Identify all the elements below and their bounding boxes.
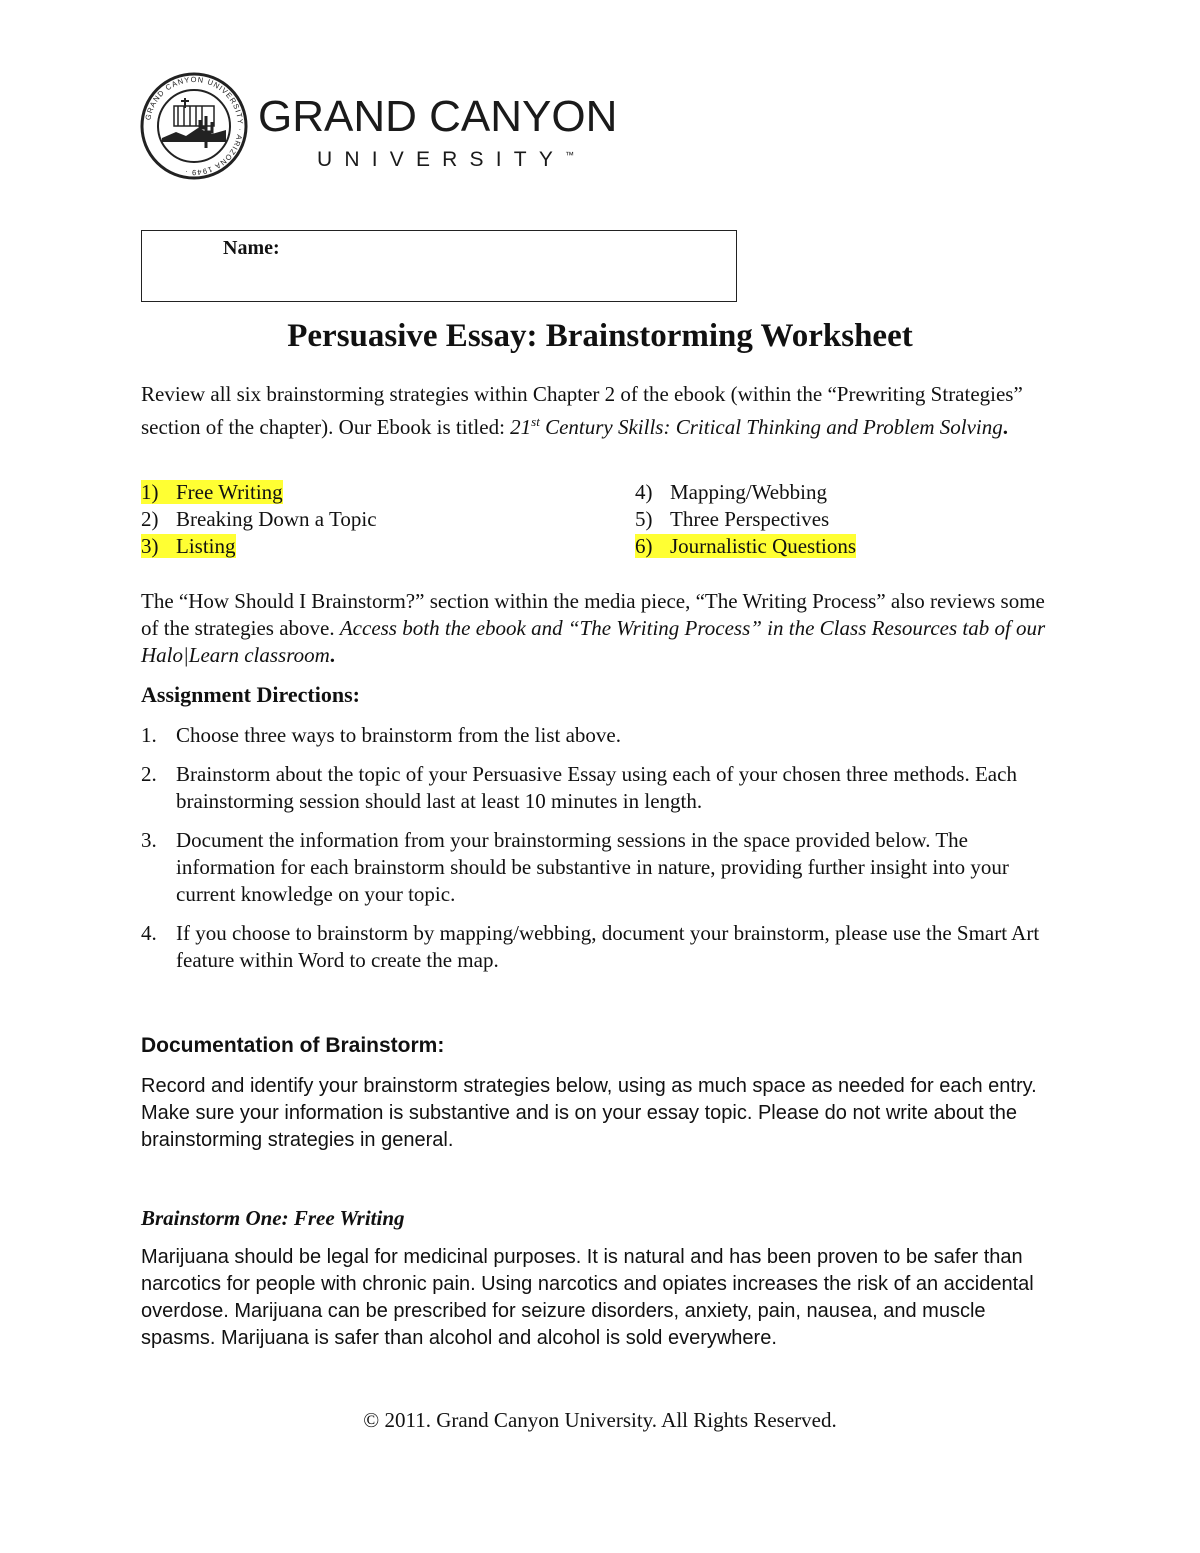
name-label: Name: [223, 237, 280, 259]
trademark-symbol: ™ [565, 150, 575, 160]
media-note-italic: Access both the ebook and “The Writing Process” in the Class Resources tab of our Halo|Learn classroom [141, 616, 1046, 667]
documentation-paragraph: Record and identify your brainstorm strategies below, using as much space as needed for each entry. Make sure your information is substantive and is on your essay topic. Please do not write about the brainstorming strategies in general. [141, 1075, 1037, 1151]
strategy-item: 6) Journalistic Questions [635, 534, 857, 558]
logo-wordmark-line2: UNIVERSITY™ [317, 148, 575, 171]
ebook-title: 21st Century Skills: Critical Thinking and Problem Solving [510, 414, 1003, 439]
brainstorm-one-heading: Brainstorm One: Free Writing [141, 1206, 405, 1230]
copyright-footer: © 2011. Grand Canyon University. All Rights Reserved. [363, 1408, 837, 1432]
assignment-directions-heading: Assignment Directions: [141, 682, 360, 707]
direction-item: 4. If you choose to brainstorm by mapping/webbing, document your brainstorm, please use the Smart Art feature within Word to create the map. [141, 921, 1040, 972]
brainstorm-one-text[interactable]: Marijuana should be legal for medicinal purposes. It is natural and has been proven to be safer than narcotics for people with chronic pain. Using narcotics and opiates increases the risk of an accidental overdose. Marijuana can be prescribed for seizure disorders, anxiety, pain, nausea, and muscle spasms. Marijuana is safer than alcohol and alcohol is sold everywhere. [141, 1246, 1034, 1349]
strategy-item: 3) Listing [141, 534, 236, 558]
strategy-item: 5) Three Perspectives [635, 507, 830, 531]
page-title: Persuasive Essay: Brainstorming Worksheet [287, 318, 913, 354]
university-logo [140, 72, 620, 182]
intro-paragraph: Review all six brainstorming strategies within Chapter 2 of the ebook (within the “Prewriting Strategies” section of the chapter). Our Ebook is titled: 21st Century Skills: Critical Thinking and Problem Solving. [141, 382, 1023, 439]
direction-item: 2. Brainstorm about the topic of your Persuasive Essay using each of your chosen three methods. Each brainstorming session should last at least 10 minutes in length. [141, 762, 1017, 813]
strategy-item: 4) Mapping/Webbing [635, 480, 827, 504]
strategy-item: 2) Breaking Down a Topic [141, 507, 377, 531]
name-box[interactable] [141, 230, 737, 302]
direction-item: 1. Choose three ways to brainstorm from the list above. [141, 723, 621, 747]
svg-text:GRAND CANYON UNIVERSITY · ARIZ: GRAND CANYON UNIVERSITY · ARIZONA 1949 · [143, 74, 246, 178]
university-seal-icon [140, 72, 248, 180]
directions-list [141, 722, 1061, 986]
logo-wordmark-line1: GRAND CANYON [258, 92, 618, 141]
strategy-list-right [635, 479, 856, 560]
direction-item: 3. Document the information from your brainstorming sessions in the space provided below. The information for each brainstorm should be substantive in nature, providing further insight into your current knowledge on your topic. [141, 828, 1009, 906]
media-note-paragraph: The “How Should I Brainstorm?” section within the media piece, “The Writing Process” also reviews some of the strategies above. Access both the ebook and “The Writing Process” in the Class Resources tab of our Halo|Learn classroom. [141, 589, 1046, 667]
strategy-list-left [141, 479, 377, 560]
documentation-heading: Documentation of Brainstorm: [141, 1034, 445, 1057]
strategy-item: 1) Free Writing [141, 480, 283, 504]
